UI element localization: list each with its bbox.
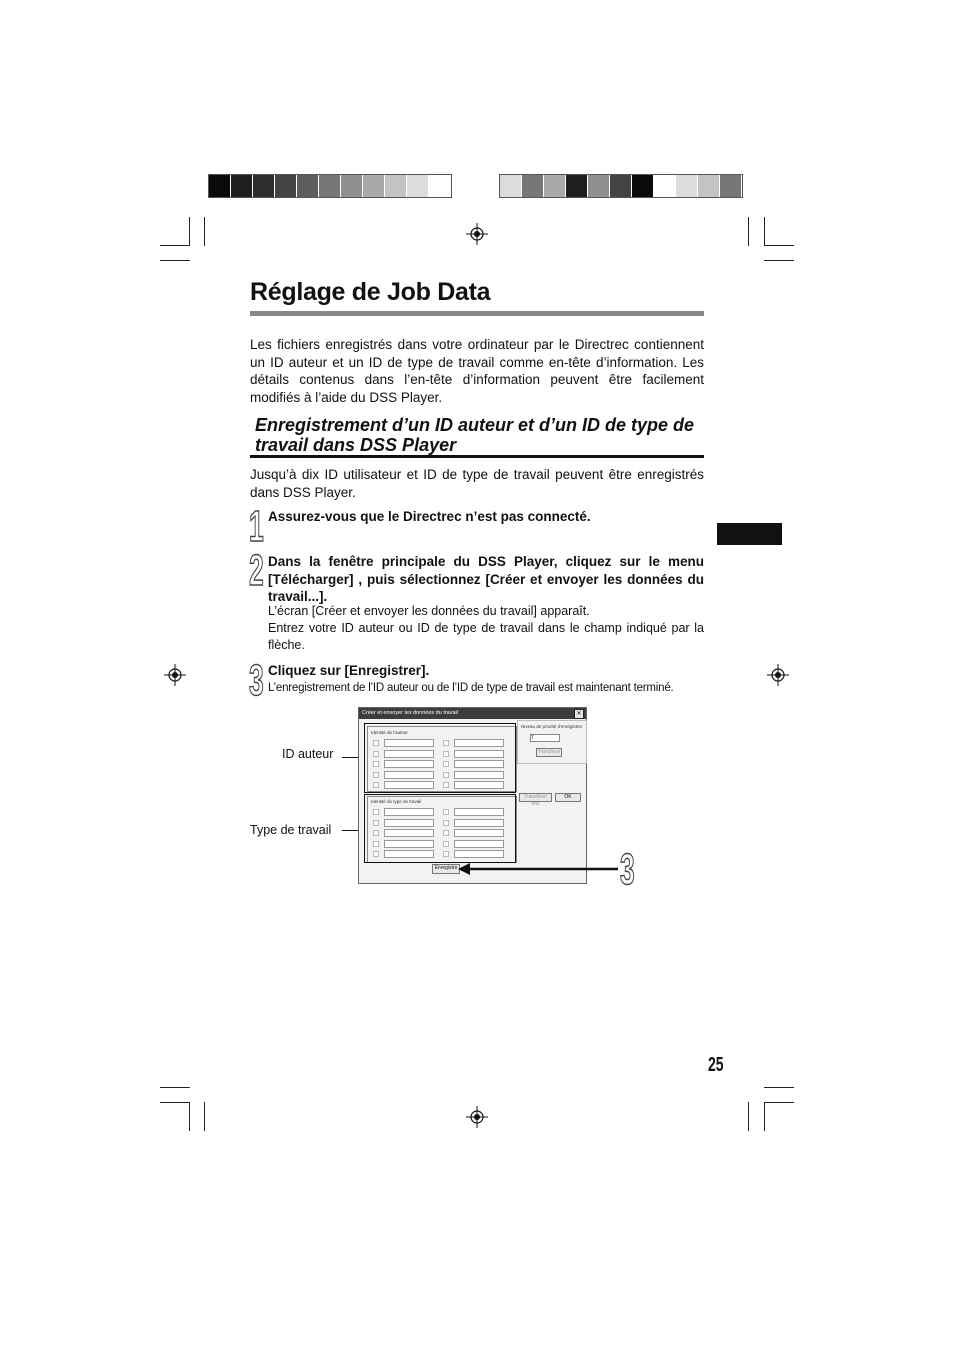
color-swatch (588, 175, 610, 197)
step-2-body-line: L’écran [Créer et envoyer les données du travail] apparaît. (268, 604, 590, 618)
author-group-label: Identité de l'auteur (371, 730, 408, 735)
color-swatch (275, 175, 297, 197)
step-number: 2 (249, 546, 264, 595)
registration-mark-icon (466, 223, 488, 245)
color-swatch (297, 175, 319, 197)
registration-mark-icon (466, 1106, 488, 1128)
color-bar-left (208, 174, 452, 198)
color-swatch (544, 175, 566, 197)
page-number: 25 (708, 1054, 724, 1076)
color-swatch (429, 175, 451, 197)
color-swatch (341, 175, 363, 197)
color-swatch (231, 175, 253, 197)
color-swatch (632, 175, 654, 197)
step-3-body-line: L’enregistrement de l’ID auteur ou de l’ID de type de travail est maintenant terminé. (268, 682, 674, 694)
figure-step-number: 3 (620, 845, 635, 894)
transfer-all-button[interactable]: Transférer tout (519, 793, 552, 802)
color-swatch (209, 175, 231, 197)
section-intro: Jusqu’à dix ID utilisateur et ID de type de travail peuvent être enregistrés dans DSS Player. (250, 467, 704, 500)
page-title: Réglage de Job Data (250, 278, 491, 306)
priority-input[interactable]: 7 (530, 734, 560, 742)
dialog-title: Créer et envoyer les données du travail (362, 710, 458, 716)
color-swatch (676, 175, 698, 197)
title-underline (250, 311, 704, 316)
section-underline (250, 455, 704, 458)
color-swatch (610, 175, 632, 197)
color-swatch (319, 175, 341, 197)
transfer-button[interactable]: Transférer (537, 749, 561, 755)
register-button[interactable]: Enregistre (432, 864, 460, 874)
step-2-body-line: Entrez votre ID auteur ou ID de type de travail dans le champ indiqué par la flèche. (268, 621, 704, 652)
priority-group (517, 720, 587, 764)
dialog-titlebar (359, 708, 586, 719)
registration-mark-icon (164, 664, 186, 686)
color-swatch (566, 175, 588, 197)
author-id-highlight (364, 723, 516, 793)
priority-group-label: Niveau de priorité d'enregistrer (521, 724, 583, 729)
step-3-title: Cliquez sur [Enregistrer]. (268, 663, 430, 678)
color-swatch (363, 175, 385, 197)
section-heading: Enregistrement d’un ID auteur et d’un ID de type de travail dans DSS Player (255, 415, 695, 455)
ok-button[interactable]: OK (555, 793, 581, 802)
color-swatch (407, 175, 429, 197)
chapter-tab (717, 523, 782, 545)
worktype-group-label: Identité du type de travail (371, 799, 422, 804)
color-swatch (253, 175, 275, 197)
step-1-title: Assurez-vous que le Directrec n’est pas connecté. (268, 509, 591, 524)
worktype-id-highlight (364, 794, 516, 863)
color-swatch (698, 175, 720, 197)
registration-mark-icon (767, 664, 789, 686)
color-bar-right (499, 174, 743, 198)
color-swatch (385, 175, 407, 197)
color-swatch (720, 175, 742, 197)
step-2-title: Dans la fenêtre principale du DSS Player, cliquez sur le menu [Télécharger] , puis sélectionnez [Créer et envoyer les données du travail...]. (268, 554, 704, 604)
step-number: 3 (249, 656, 264, 705)
arrow-icon (458, 860, 620, 878)
color-swatch (654, 175, 676, 197)
step-number: 1 (249, 502, 264, 551)
callout-author-id: ID auteur (282, 747, 334, 761)
color-swatch (500, 175, 522, 197)
callout-worktype-id: Type de travail (250, 823, 332, 837)
close-icon[interactable]: ✕ (574, 709, 584, 719)
color-swatch (522, 175, 544, 197)
intro-paragraph: Les fichiers enregistrés dans votre ordinateur par le Directrec contiennent un ID auteur et un ID de type de travail comme en-tête d’information. Les détails contenus dans l’en-tête d’information peuvent être facilement modifiés à l’aide du DSS Player. (250, 337, 704, 406)
